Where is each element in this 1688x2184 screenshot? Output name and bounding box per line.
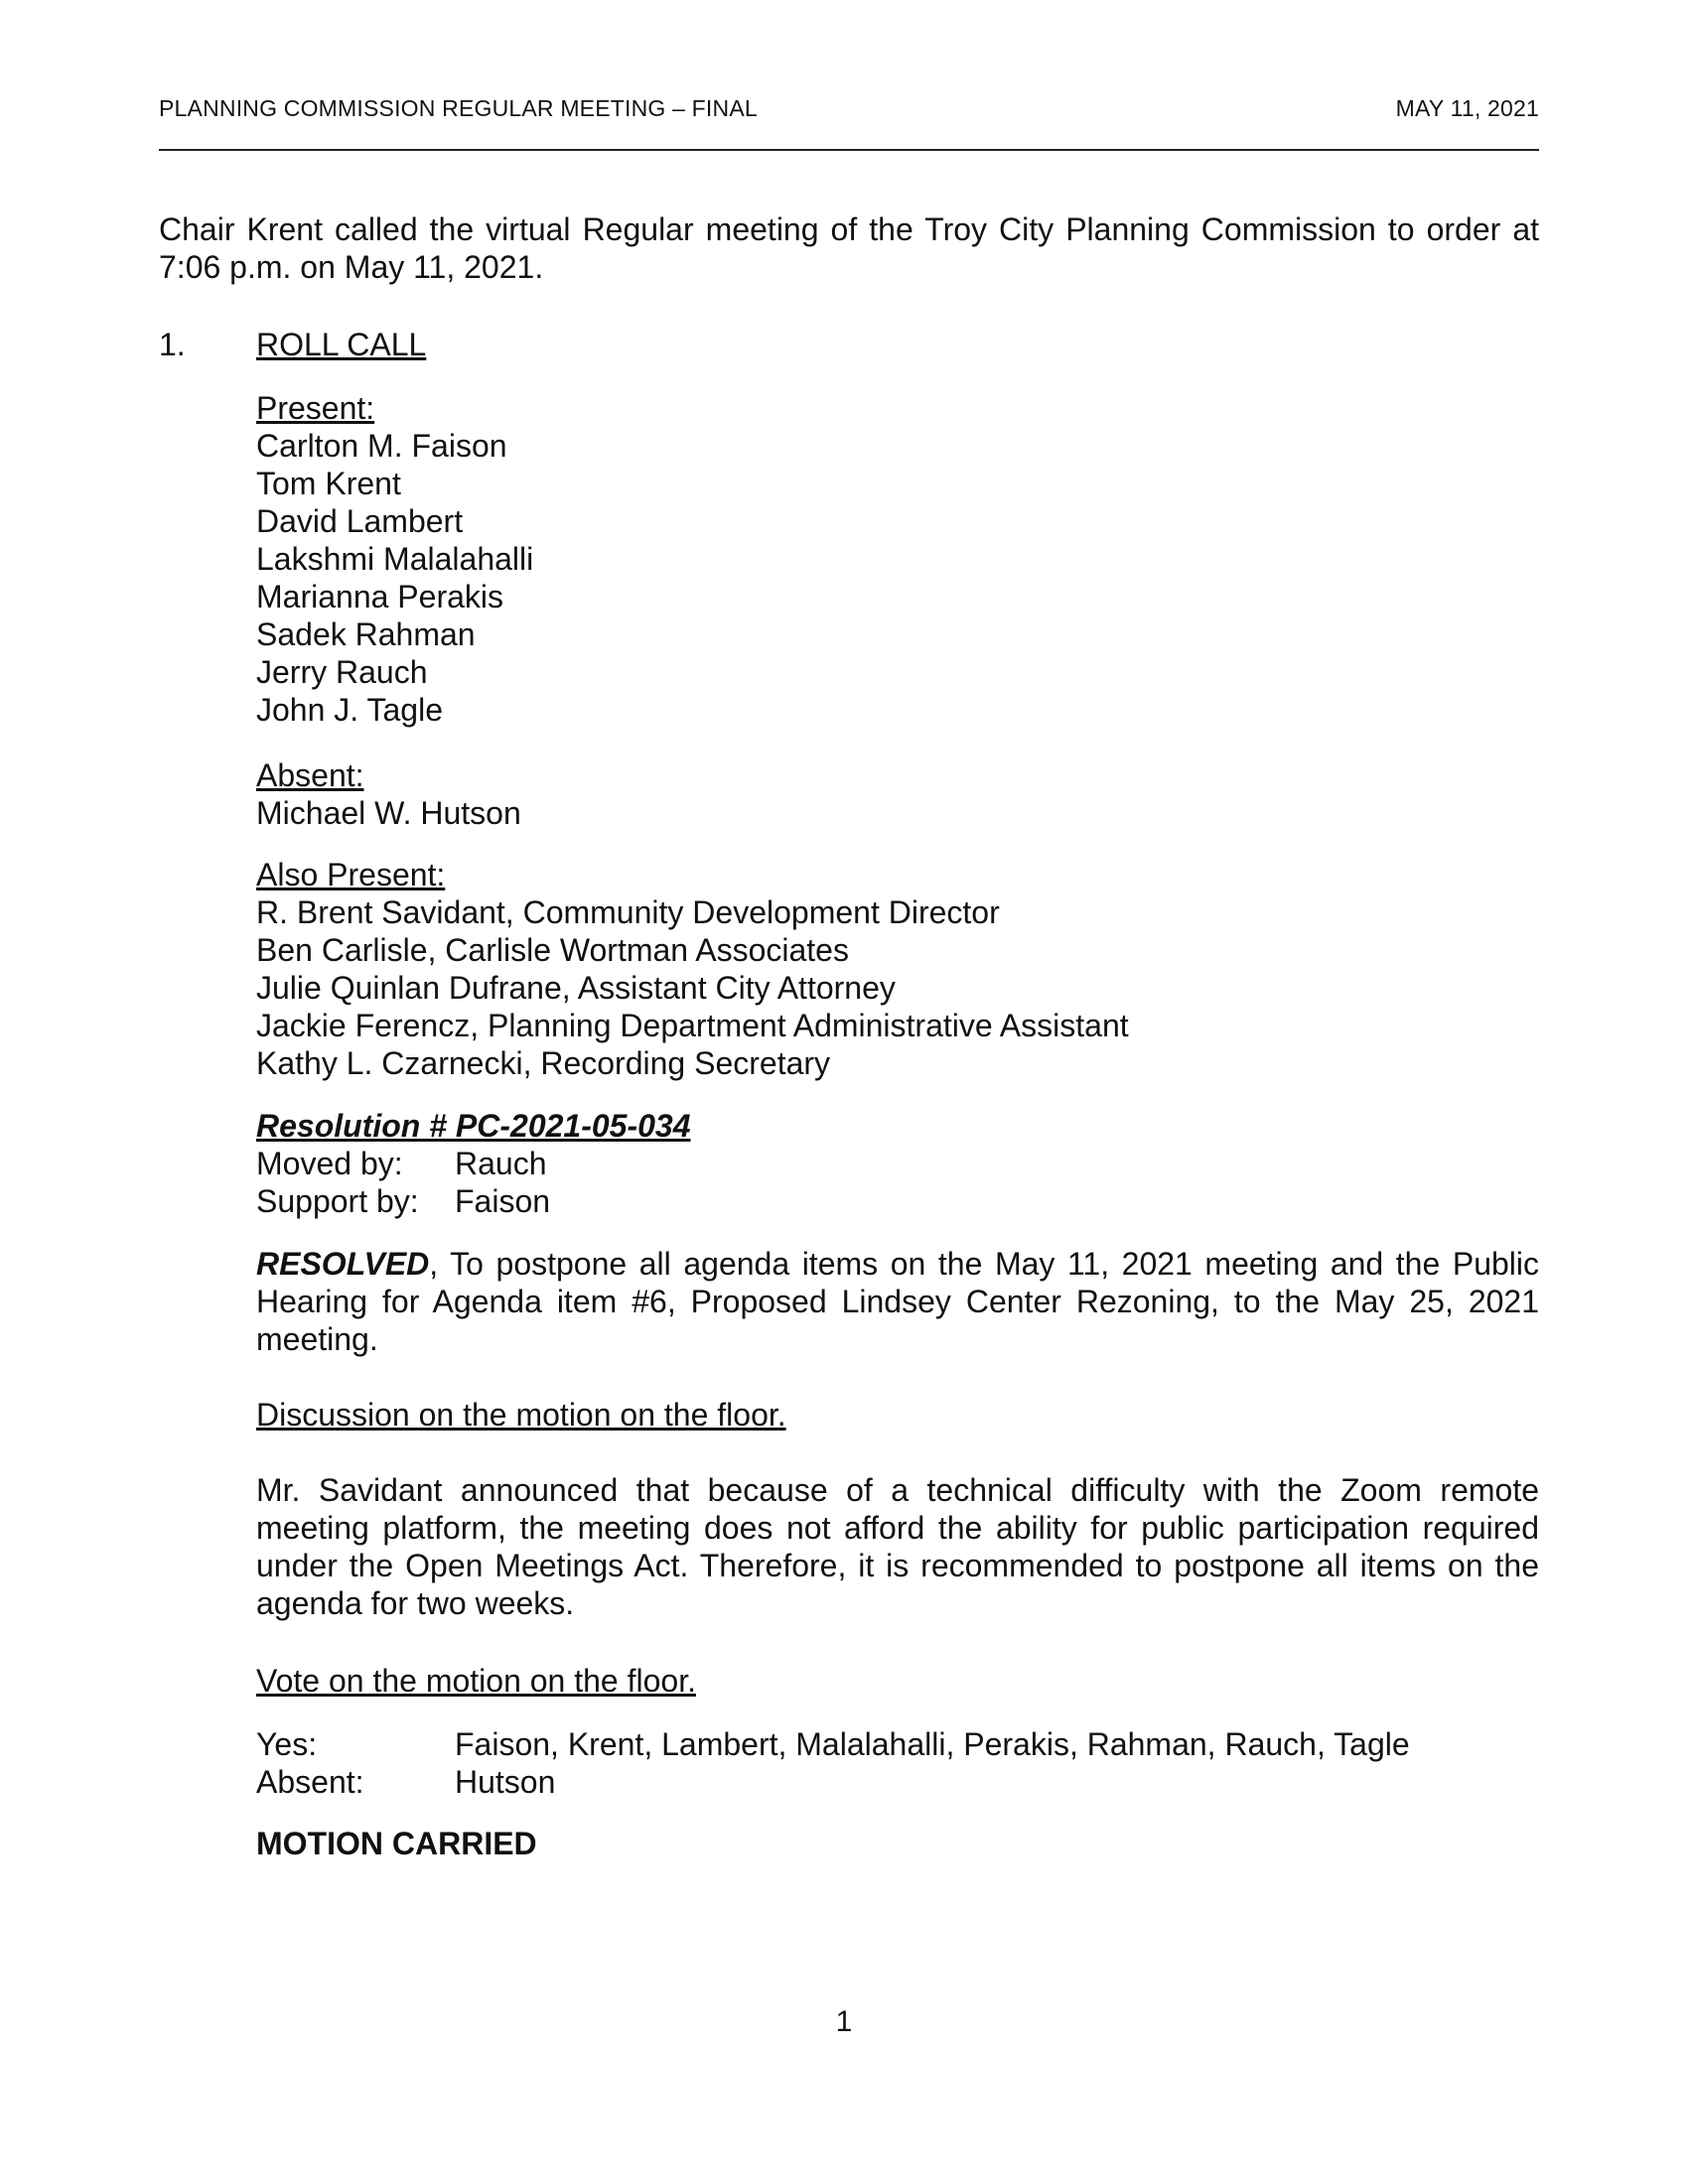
also-present-name: R. Brent Savidant, Community Development Director (256, 894, 1000, 930)
vote-heading: Vote on the motion on the floor. (256, 1663, 696, 1699)
support-by-value: Faison (455, 1183, 551, 1219)
moved-by-label: Moved by: (256, 1146, 403, 1181)
discussion-paragraph: Mr. Savidant announced that because of a technical difficulty with the Zoom remote meeting platform, the meeting does not afford the ability for public participation required under the Open Meetings Act. Therefore, it is recommended to postpone all items on the agenda for two weeks. (256, 1472, 1539, 1621)
moved-by-value: Rauch (455, 1146, 547, 1181)
resolved-text: , To postpone all agenda items on the May 11, 2021 meeting and the Public Hearing for Agenda item #6, Proposed Lindsey Center Rezoning, to the May 25, 2021 meeting. (256, 1246, 1539, 1357)
support-by-row (256, 1182, 1539, 1220)
present-name: Marianna Perakis (256, 579, 503, 614)
absent-label: Absent: (256, 757, 364, 793)
resolution-title: Resolution # PC-2021-05-034 (256, 1108, 691, 1144)
also-present-name: Kathy L. Czarnecki, Recording Secretary (256, 1045, 831, 1081)
resolved-word: RESOLVED (256, 1246, 430, 1282)
vote-results (256, 1725, 1539, 1801)
item-title: ROLL CALL (256, 327, 427, 362)
discussion-heading: Discussion on the motion on the floor. (256, 1397, 786, 1433)
page-number: 1 (835, 2005, 853, 2038)
present-name: David Lambert (256, 503, 464, 539)
intro-paragraph: Chair Krent called the virtual Regular meeting of the Troy City Planning Commission to order at 7:06 p.m. on May 11, 2021. (159, 211, 1539, 285)
also-present-section (256, 856, 1539, 1082)
header-rule (159, 149, 1539, 151)
page-header (159, 95, 1539, 122)
vote-absent-value: Hutson (455, 1764, 556, 1800)
present-name: Jerry Rauch (256, 654, 428, 690)
item-number: 1. (159, 327, 186, 362)
resolution-section (256, 1107, 1539, 1220)
vote-yes-value: Faison, Krent, Lambert, Malalahalli, Perakis, Rahman, Rauch, Tagle (455, 1726, 1410, 1762)
support-by-label: Support by: (256, 1183, 419, 1219)
vote-absent-row (256, 1763, 1539, 1801)
header-title: PLANNING COMMISSION REGULAR MEETING – FINAL (159, 95, 758, 121)
also-present-name: Ben Carlisle, Carlisle Wortman Associates (256, 932, 849, 968)
vote-yes-row (256, 1725, 1539, 1763)
vote-yes-label: Yes: (256, 1726, 318, 1762)
present-section (256, 389, 1539, 729)
also-present-name: Jackie Ferencz, Planning Department Administrative Assistant (256, 1008, 1129, 1043)
present-name: Lakshmi Malalahalli (256, 541, 534, 577)
motion-result: MOTION CARRIED (256, 1826, 537, 1861)
present-label: Present: (256, 390, 375, 426)
absent-name: Michael W. Hutson (256, 795, 521, 831)
vote-absent-label: Absent: (256, 1764, 364, 1800)
header-date: MAY 11, 2021 (1395, 95, 1539, 121)
also-present-label: Also Present: (256, 857, 446, 892)
present-name: Sadek Rahman (256, 616, 476, 652)
resolved-paragraph (256, 1245, 1539, 1358)
moved-by-row (256, 1145, 1539, 1182)
absent-section (256, 756, 1539, 832)
present-name: John J. Tagle (256, 692, 443, 728)
present-name: Carlton M. Faison (256, 428, 507, 464)
present-name: Tom Krent (256, 466, 401, 501)
also-present-name: Julie Quinlan Dufrane, Assistant City Attorney (256, 970, 896, 1006)
